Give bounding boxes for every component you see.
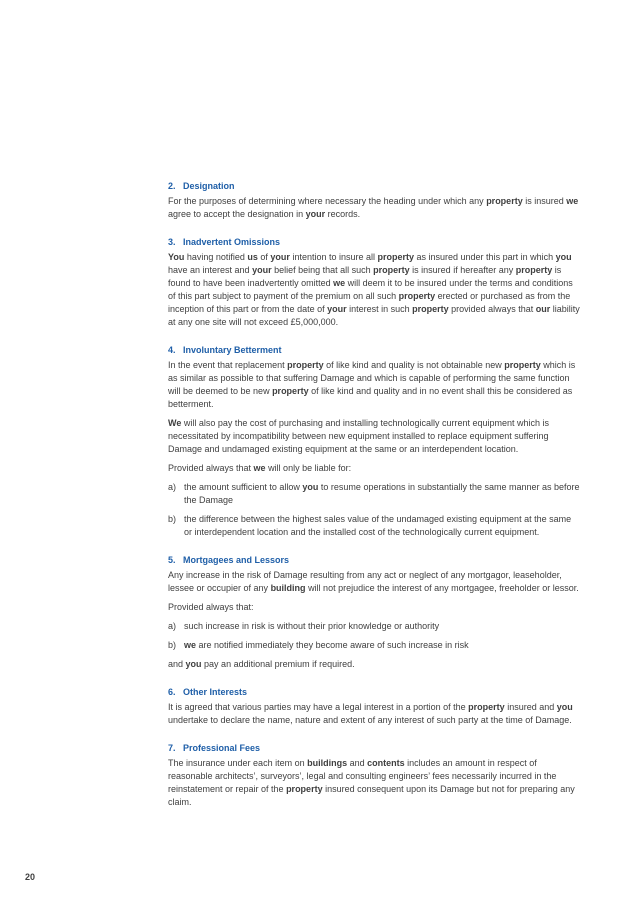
defined-term: property xyxy=(373,265,410,275)
section-number: 2. xyxy=(168,181,176,191)
text-run: such increase in risk is without their prior knowledge or authority xyxy=(184,621,440,631)
defined-term: your xyxy=(327,304,347,314)
section-designation xyxy=(168,180,580,221)
defined-term: we xyxy=(333,278,346,288)
section-title: Inadvertent Omissions xyxy=(183,237,281,247)
defined-term: property xyxy=(515,265,553,275)
text-run: the amount sufficient to allow xyxy=(184,482,303,492)
defined-term: property xyxy=(377,252,415,262)
section-heading xyxy=(168,554,580,567)
text-run: will also pay the cost of purchasing and installing technologically current equipment which is necessitated by incompatibility between new equipment installed to replace equipment suffering Damage and undamaged existing equipment at the same or an interdependent location. xyxy=(168,418,550,454)
defined-term: you xyxy=(555,252,572,262)
defined-term: your xyxy=(270,252,290,262)
paragraph xyxy=(168,757,580,809)
text-run: insured and xyxy=(504,702,557,712)
text-run: is insured xyxy=(522,196,567,206)
list-marker: b) xyxy=(168,514,177,524)
text-run: Any increase in the risk of Damage resulting from any act or neglect of any mortgagor, leaseholder, lessee or occupier of any xyxy=(168,570,562,593)
text-run: the difference between the highest sales value of the undamaged existing equipment at the same or interdependent location and the installed cost of the technologically current equipment. xyxy=(184,514,572,537)
section-mortgagees-and-lessors xyxy=(168,554,580,671)
defined-term: you xyxy=(302,482,319,492)
text-run: is insured if hereafter any xyxy=(409,265,516,275)
text-run: In the event that replacement xyxy=(168,360,288,370)
text-run: belief being that all such xyxy=(271,265,374,275)
list-item-text xyxy=(184,620,580,633)
text-run: of like kind and quality is not obtainable new xyxy=(323,360,505,370)
page-number: 20 xyxy=(25,872,36,882)
section-title: Involuntary Betterment xyxy=(183,345,282,355)
text-run: of like kind and quality and in no event shall this be considered as betterment. xyxy=(168,386,573,409)
text-run: pay an additional premium if required. xyxy=(201,659,355,669)
paragraph xyxy=(168,462,580,475)
text-run: Provided always that: xyxy=(168,602,254,612)
text-run: will not prejudice the interest of any mortgagee, freeholder or lessor. xyxy=(305,583,579,593)
paragraph xyxy=(168,195,580,221)
section-heading xyxy=(168,742,580,755)
section-title: Professional Fees xyxy=(183,743,261,753)
paragraph xyxy=(168,701,580,727)
section-number: 5. xyxy=(168,555,176,565)
text-run: which is as similar as possible to that suffering Damage and which is capable of performing the same function will be deemed to be new xyxy=(168,360,576,396)
text-run: includes an amount in respect of reasonable architects’, surveyors’, legal and consulting engineers’ fees necessarily incurred in the reinstatement or repair of the xyxy=(168,758,557,794)
paragraph xyxy=(168,658,580,671)
defined-term: You xyxy=(168,252,185,262)
section-heading xyxy=(168,180,580,193)
defined-term: contents xyxy=(367,758,405,768)
section-professional-fees xyxy=(168,742,580,809)
text-run: of xyxy=(257,252,271,262)
list-item xyxy=(168,513,580,539)
text-run: intention to insure all xyxy=(289,252,378,262)
text-run: to resume operations in substantially the same manner as before the Damage xyxy=(184,482,580,505)
text-run: have an interest and xyxy=(168,265,253,275)
text-run: liability at any one site will not exceed £5,000,000. xyxy=(168,304,580,327)
section-body xyxy=(168,701,580,727)
defined-term: your xyxy=(252,265,272,275)
text-run: are notified immediately they become aware of such increase in risk xyxy=(196,640,469,650)
text-run: will deem it to be insured under the terms and conditions of this part subject to payment of the premium on all such xyxy=(168,278,573,301)
defined-term: property xyxy=(504,360,541,370)
text-run: The insurance under each item on xyxy=(168,758,308,768)
list-marker: a) xyxy=(168,621,177,631)
paragraph xyxy=(168,251,580,329)
section-number: 6. xyxy=(168,687,176,697)
defined-term: property xyxy=(272,386,309,396)
defined-term: property xyxy=(286,784,323,794)
defined-term: We xyxy=(168,418,182,428)
section-involuntary-betterment xyxy=(168,344,580,539)
text-run: and xyxy=(347,758,368,768)
section-body xyxy=(168,359,580,539)
text-run: interest in such xyxy=(346,304,413,314)
defined-term: our xyxy=(535,304,551,314)
list-item-text xyxy=(184,639,580,652)
section-body xyxy=(168,195,580,221)
list-item xyxy=(168,620,580,633)
list-item xyxy=(168,481,580,507)
text-run: undertake to declare the name, nature and extent of any interest of such party at the time of Damage. xyxy=(168,715,572,725)
text-run: For the purposes of determining where necessary the heading under which any xyxy=(168,196,487,206)
defined-term: us xyxy=(247,252,258,262)
text-run: insured consequent upon its Damage but not for preparing any claim. xyxy=(168,784,575,807)
defined-term: you xyxy=(185,659,202,669)
defined-term: buildings xyxy=(307,758,348,768)
paragraph xyxy=(168,359,580,411)
text-run: Provided always that xyxy=(168,463,254,473)
paragraph xyxy=(168,569,580,595)
document-content xyxy=(168,180,580,824)
list-marker: a) xyxy=(168,482,177,492)
defined-term: building xyxy=(270,583,306,593)
section-heading xyxy=(168,236,580,249)
list-item-text xyxy=(184,481,580,507)
defined-term: property xyxy=(412,304,449,314)
defined-term: property xyxy=(398,291,436,301)
text-run: records. xyxy=(325,209,361,219)
text-run: will only be liable for: xyxy=(265,463,352,473)
defined-term: property xyxy=(486,196,523,206)
section-heading xyxy=(168,344,580,357)
section-other-interests xyxy=(168,686,580,727)
section-title: Designation xyxy=(183,181,235,191)
section-body xyxy=(168,569,580,671)
section-heading xyxy=(168,686,580,699)
section-number: 3. xyxy=(168,237,176,247)
section-number: 4. xyxy=(168,345,176,355)
section-body xyxy=(168,251,580,329)
text-run: provided always that xyxy=(448,304,536,314)
text-run: as insured under this part in which xyxy=(414,252,556,262)
text-run: agree to accept the designation in xyxy=(168,209,306,219)
text-run: having notified xyxy=(184,252,248,262)
defined-term: you xyxy=(556,702,573,712)
defined-term: your xyxy=(305,209,326,219)
text-run: erected or purchased as from the inception of this part or from the date of xyxy=(168,291,571,314)
text-run: and xyxy=(168,659,186,669)
list-marker: b) xyxy=(168,640,177,650)
section-title: Other Interests xyxy=(183,687,248,697)
section-number: 7. xyxy=(168,743,176,753)
defined-term: we xyxy=(566,196,579,206)
section-inadvertent-omissions xyxy=(168,236,580,329)
text-run: It is agreed that various parties may have a legal interest in a portion of the xyxy=(168,702,469,712)
section-title: Mortgagees and Lessors xyxy=(183,555,290,565)
defined-term: property xyxy=(287,360,324,370)
paragraph xyxy=(168,417,580,456)
defined-term: we xyxy=(184,640,197,650)
defined-term: we xyxy=(253,463,266,473)
defined-term: property xyxy=(468,702,505,712)
list-item xyxy=(168,639,580,652)
section-body xyxy=(168,757,580,809)
list-item-text xyxy=(184,513,580,539)
text-run: is found to have been inadvertently omitted xyxy=(168,265,562,288)
paragraph xyxy=(168,601,580,614)
